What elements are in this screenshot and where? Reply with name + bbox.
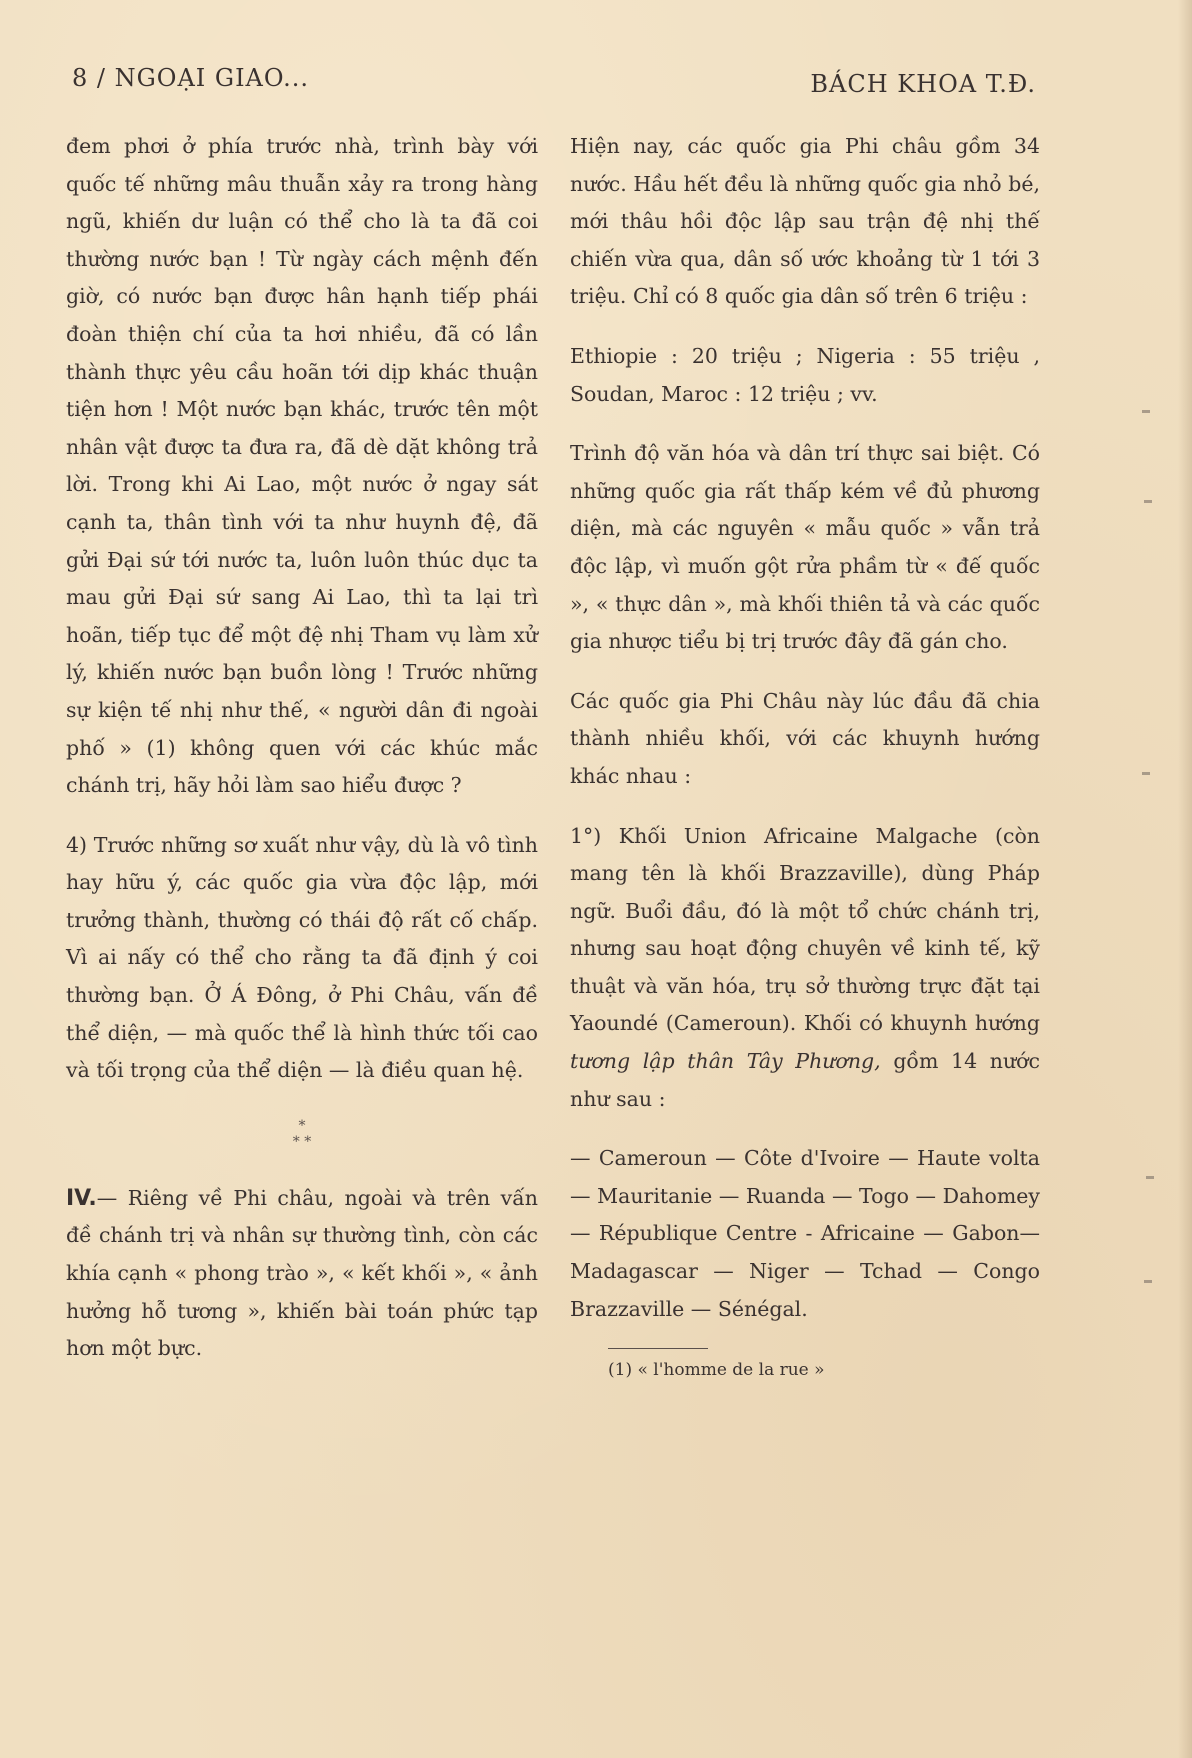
left-paragraph-3-text: — Riêng về Phi châu, ngoài và trên vấn đề chánh trị và nhân sự thường tình, còn các khía cạnh « phong trào », « kết khối », « ảnh hưởng hỗ tương », khiến bài toán phức tạp hơn một bực. [66,1185,538,1361]
section-heading-iv: IV. [66,1185,97,1211]
left-paragraph-1: đem phơi ở phía trước nhà, trình bày với quốc tế những mâu thuẫn xảy ra trong hàng ngũ, khiến dư luận có thể cho là ta đã coi thường nước bạn ! Từ ngày cách mệnh đến giờ, có nước bạn được hân hạnh tiếp phái đoàn thiện chí của ta hơi nhiều, đã có lần thành thực yêu cầu hoãn tới dịp khác thuận tiện hơn ! Một nước bạn khác, trước tên một nhân vật được ta đưa ra, đã dè dặt không trả lời. Trong khi Ai Lao, một nước ở ngay sát cạnh ta, thân tình với ta như huynh đệ, đã gửi Đại sứ tới nước ta, luôn luôn thúc dục ta mau gửi Đại sứ sang Ai Lao, thì ta lại trì hoãn, tiếp tục để một đệ nhị Tham vụ làm xử lý, khiến nước bạn buồn lòng ! Trước những sự kiện tế nhị như thế, « người dân đi ngoài phố » (1) không quen với các khúc mắc chánh trị, hãy hỏi làm sao hiểu được ? [66,134,538,798]
right-paragraph-5-part-b: gồm 14 nước như sau : [570,1049,1040,1111]
right-paragraph-1: Hiện nay, các quốc gia Phi châu gồm 34 nước. Hầu hết đều là những quốc gia nhỏ bé, mới thâu hồi độc lập sau trận đệ nhị thế chiến vừa qua, dân số ước khoảng từ 1 tới 3 triệu. Chỉ có 8 quốc gia dân số trên 6 triệu : [570,134,1040,309]
separator-stars-bottom: * * [292,1133,312,1150]
right-paragraph-2: Ethiopie : 20 triệu ; Nigeria : 55 triệu , Soudan, Maroc : 12 triệu ; vv. [570,343,1040,406]
right-paragraph-5 [570,818,1040,1119]
margin-mark [1144,500,1152,503]
margin-mark [1144,1280,1152,1283]
right-paragraph-6: — Cameroun — Côte d'Ivoire — Haute volta — Mauritanie — Ruanda — Togo — Dahomey — République Centre - Africaine — Gabon— Madagascar — Niger — Tchad — Congo Brazzaville — Sénégal. [570,1146,1040,1321]
right-column [570,128,1040,1383]
right-paragraph-5-italic: tương lập thân Tây Phương, [570,1049,881,1074]
page-edge-shadow [1178,0,1192,1758]
margin-mark [1142,772,1150,775]
footnote-divider [608,1348,708,1349]
running-header-left: 8 / NGOẠI GIAO... [72,64,310,92]
left-paragraph-2: 4) Trước những sơ xuất như vậy, dù là vô tình hay hữu ý, các quốc gia vừa độc lập, mới trưởng thành, thường có thái độ rất cố chấp. Vì ai nấy có thể cho rằng ta đã định ý coi thường bạn. Ở Á Đông, ở Phi Châu, vấn đề thể diện, — mà quốc thể là hình thức tối cao và tối trọng của thể diện — là điều quan hệ. [66,832,538,1083]
right-paragraph-4: Các quốc gia Phi Châu này lúc đầu đã chia thành nhiều khối, với các khuynh hướng khác nhau : [570,688,1040,788]
section-separator [66,1118,538,1150]
right-paragraph-3: Trình độ văn hóa và dân trí thực sai biệt. Có những quốc gia rất thấp kém về đủ phương diện, mà các nguyên « mẫu quốc » vẫn trả độc lập, vì muốn gột rửa phầm từ « đế quốc », « thực dân », mà khối thiên tả và các quốc gia nhược tiểu bị trị trước đây đã gán cho. [570,441,1040,654]
footnote: (1) « l'homme de la rue » [608,1360,825,1381]
separator-star-top: * [298,1117,306,1134]
margin-mark [1142,410,1150,413]
left-paragraph-3 [66,1180,538,1368]
left-column [66,128,538,1368]
right-paragraph-5-part-a: 1°) Khối Union Africaine Malgache (còn mang tên là khối Brazzaville), dùng Pháp ngữ. Buổi đầu, đó là một tổ chức chánh trị, nhưng sau hoạt động chuyên về kinh tế, kỹ thuật và văn hóa, trụ sở thường trực đặt tại Yaoundé (Cameroun). Khối có khuynh hướng [570,823,1040,1036]
margin-mark [1146,1176,1154,1179]
running-header-right: BÁCH KHOA T.Đ. [810,70,1036,98]
